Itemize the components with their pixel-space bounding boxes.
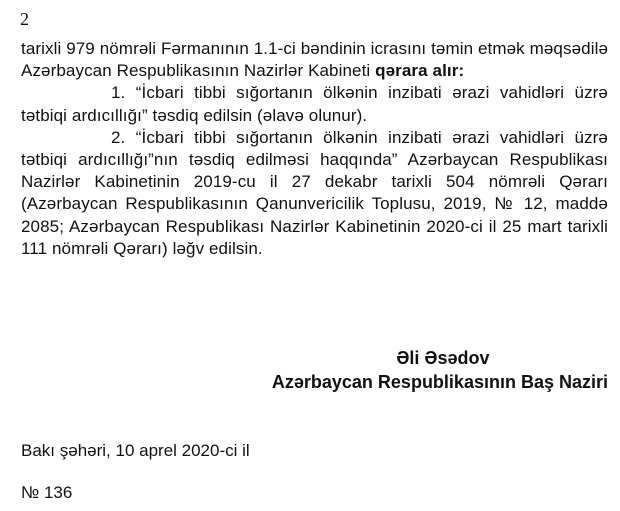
decision-body xyxy=(21,38,608,260)
page-number: 2 xyxy=(20,9,29,29)
decision-phrase: qərara alır: xyxy=(375,61,465,81)
paragraph-intro-text: tarixli 979 nömrəli Fərmanının 1.1-ci bəndinin icrasını təmin etmək məqsədilə Azərbaycan Respublikasının Nazirlər Kabineti xyxy=(21,39,608,81)
paragraph-intro xyxy=(21,38,608,82)
place-and-date: Bakı şəhəri, 10 aprel 2020-ci il xyxy=(21,441,250,460)
paragraph-item-2: 2. “İcbari tibbi sığortanın ölkənin inzibati ərazi vahidləri üzrə tətbiqi ardıcıllığı”nın təsdiq edilməsi haqqında” Azərbaycan Respublikası Nazirlər Kabinetinin 2019-cu il 27 dekabr tarixli 504 nömrəli Qərarı (Azərbaycan Respublikasının Qanunvericilik Toplusu, 2019, № 12, maddə 2085; Azərbaycan Respublikası Nazirlər Kabinetinin 2020-ci il 25 mart tarixli 111 nömrəli Qərarı) ləğv edilsin. xyxy=(21,127,608,258)
signatory-name: Əli Əsədov xyxy=(396,348,490,368)
signature-block xyxy=(272,346,608,394)
paragraph-item-1: 1. “İcbari tibbi sığortanın ölkənin inzibati ərazi vahidləri üzrə tətbiqi ardıcıllığı” təsdiq edilsin (əlavə olunur). xyxy=(21,83,608,125)
signatory-title: Azərbaycan Respublikasının Baş Naziri xyxy=(271,372,608,392)
document-number: № 136 xyxy=(21,483,73,502)
